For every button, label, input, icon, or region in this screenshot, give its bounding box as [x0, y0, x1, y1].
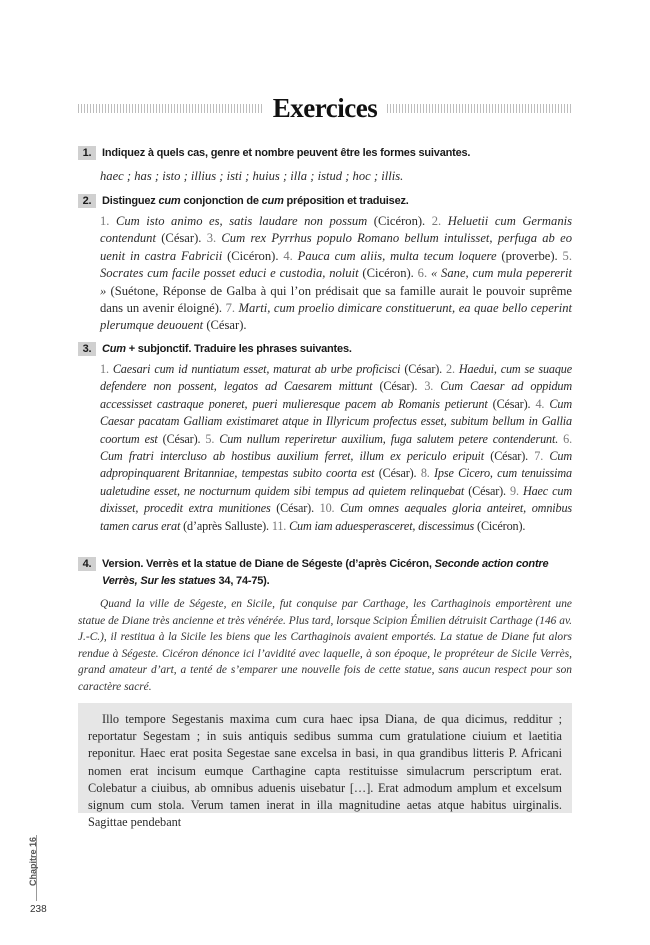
- sentence-latin: Cum iam aduesperasceret, discessimus: [289, 518, 475, 533]
- sentence-latin: Cum Caesar pacatam Galliam existimaret atque in Illyricum profectus esset, subitum bellum in Gallia coortum est: [100, 396, 572, 446]
- exercise-heading-text: Indiquez à quels cas, genre et nombre peuvent être les formes suivantes.: [102, 147, 471, 159]
- sentence-latin: Cum omnes aequales gloria anteiret, omnibus tamen carus erat: [100, 501, 572, 533]
- exercise-1: [78, 145, 572, 185]
- sentence-number: 4.: [283, 248, 298, 263]
- sentence-latin: Haedui, cum se suaque defendere non possent, legatos ad Caesarem mittunt: [100, 362, 572, 394]
- exercise-heading: [78, 193, 572, 210]
- sentence-note: (César).: [270, 501, 314, 516]
- sentence-note: (César).: [487, 396, 531, 411]
- sentence-note: (César).: [155, 231, 202, 246]
- sentence-latin: Socrates cum facile posset educi e custodia, noluit: [100, 266, 359, 281]
- sentence-note: (César).: [372, 379, 418, 394]
- sentence-number: 6.: [417, 266, 431, 281]
- exercise-body: haec ; has ; isto ; illius ; isti ; huius ; illa ; istud ; hoc ; illis.: [100, 169, 404, 183]
- sentence-number: 11.: [271, 518, 290, 533]
- sentence: [100, 362, 442, 376]
- sentence-note: (Cicéron).: [367, 214, 426, 228]
- sentence-latin: Heluetii cum Germanis contendunt: [100, 214, 573, 246]
- sentence-note: (César).: [157, 431, 201, 446]
- exercise-number: 1.: [78, 146, 96, 160]
- sentence-number: 5.: [205, 431, 220, 446]
- sentence: [272, 519, 525, 533]
- exercise-number: 3.: [78, 342, 96, 356]
- sentence-number: 3.: [424, 379, 441, 394]
- sentence-latin: Caesari cum id nuntiatum esset, maturat ab urbe proficisci: [112, 362, 401, 376]
- sentence-note: (César).: [400, 362, 443, 376]
- sentence-number: 8.: [420, 466, 435, 481]
- exercise-sentences: [100, 361, 572, 535]
- sentence-note: (Cicéron).: [222, 248, 279, 263]
- sentence-latin: Cum adpropinquarent Britanniae, tempestas subito coorta est: [100, 449, 572, 481]
- exercise-heading-text: Version. Verrès et la statue de Diane de Ségeste (d’après Cicéron, Seconde action contre Verrès, Sur les statues 34, 74-75).: [102, 558, 549, 587]
- sentence-note: (Cicéron).: [474, 518, 526, 533]
- sentence-latin: Cum isto animo es, satis laudare non possum: [115, 214, 368, 228]
- sentence-note: (César).: [484, 449, 529, 464]
- sentence-number: 2.: [431, 214, 448, 228]
- sentence-number: 6.: [563, 431, 572, 446]
- page-number: 238: [30, 904, 47, 915]
- sentence-number: 2.: [446, 362, 459, 376]
- page-title: Exercices: [272, 92, 378, 123]
- sentence: [100, 214, 425, 228]
- exercise-number: 2.: [78, 194, 96, 208]
- exercise-heading-text: Distinguez cum conjonction de cum préposition et traduisez.: [102, 195, 409, 207]
- sentence-note: (César).: [203, 318, 247, 333]
- sentence-latin: Cum Caesar ad oppidum accessisset castraque poneret, pueri mulieresque pacem ab Romanis petierunt: [100, 379, 572, 411]
- exercise-heading-text: Cum + subjonctif. Traduire les phrases suivantes.: [102, 343, 352, 355]
- title-rule-right: [387, 104, 572, 113]
- sentence-note: (Suétone, Réponse de Galba à qui l’on prédisait que sa famille aurait le pouvoir suprême dans un avenir éloigné).: [100, 283, 572, 316]
- chapter-label: Chapitre 16: [28, 836, 38, 886]
- version-intro: Quand la ville de Ségeste, en Sicile, fut conquise par Carthage, les Carthaginois emportèrent une statue de Diane très ancienne et très vénérée. Plus tard, lorsque Scipion Émilien détruisit Carthage (146 av. J.-C.), il restitua à la Sicile les biens que les Carthaginois avaient emportés. La statue de Diane fut alors rendue à Ségeste. Cicéron dénonce ici l’avidité avec laquelle, à son époque, le propréteur de Sicile Verrès, grand amateur d’art, a tenté de s’emparer une nouvelle fois de cette statue, sans aucun respect pour son caractère sacré.: [78, 598, 572, 693]
- exercise-number: 4.: [78, 557, 96, 571]
- exercise-3: [78, 341, 572, 535]
- sentence-number: 3.: [206, 231, 222, 246]
- sentence-latin: Cum fratri intercluso ab hostibus auxilium ferret, illum ex periculo eripuit: [100, 449, 485, 464]
- sentence-number: 10.: [319, 501, 341, 516]
- sentence-number: 7.: [225, 301, 239, 316]
- sentence: [283, 249, 557, 263]
- sentence-number: 5.: [562, 248, 572, 263]
- sentence-latin: Marti, cum proelio dimicare constituerunt, ea quae bello ceperint plerumque deuouent: [100, 301, 573, 333]
- sentence-note: (d’après Salluste).: [180, 518, 269, 533]
- sentence-latin: « Sane, cum mula pepererit »: [100, 266, 572, 298]
- sentence-number: 9.: [510, 483, 523, 498]
- sentence-note: (César).: [374, 466, 417, 481]
- latin-text: Illo tempore Segestanis maxima cum cura haec ipsa Diana, de qua dicimus, redditur ; reportatur Segestam ; in suis antiquis sedibus summa cum gratulatione ciuium et laetitia reponitur. Haec erat posita Segestae sane excelsa in basi, in qua grandibus litteris P. Africani nomen erat incisum eumque Carthagine capta restituisse simulacrum perscriptum erat. Colebatur a ciuibus, ab omnibus aduenis uisebatur […]. Erat admodum amplum et excelsum signum cum stola. Verum tamen inerat in illa magnitudine aetas atque habitus uirginalis. Sagittae pendebant: [88, 712, 562, 830]
- sentence-latin: Cum rex Pyrrhus populo Romano bellum intulisset, perfuga ab eo uenit in castra Fabricii: [100, 231, 572, 263]
- sentence-note: (César).: [464, 483, 506, 498]
- sentence-latin: Pauca cum aliis, multa tecum loquere: [297, 248, 497, 263]
- title-row: [78, 88, 572, 128]
- exercise-heading: [78, 341, 572, 358]
- sentence-number: 7.: [534, 449, 550, 464]
- title-rule-left: [78, 104, 263, 113]
- sentence-latin: Cum nullum reperiretur auxilium, fuga salutem petere contenderunt.: [219, 431, 559, 446]
- sentence-note: (proverbe).: [496, 248, 558, 263]
- exercise-2: [78, 193, 572, 335]
- sentence-number: 1.: [100, 214, 116, 228]
- sentence: [205, 432, 558, 446]
- sentence-number: 4.: [535, 396, 550, 411]
- exercise-4: [78, 556, 572, 590]
- exercise-heading: [78, 145, 572, 162]
- latin-text-box: [78, 703, 572, 830]
- exercise-sentences: [100, 213, 572, 335]
- sentence-note: (Cicéron).: [358, 266, 414, 281]
- sentence-latin: Haec cum dixisset, procedit extra munitiones: [100, 483, 572, 516]
- sentence-latin: Ipse Cicero, cum tenuissima ualetudine esset, ne nocturnum quidem sibi tempus ad quietem relinquebat: [100, 466, 572, 498]
- sentence-number: 1.: [100, 362, 113, 376]
- exercise-heading: [78, 556, 572, 590]
